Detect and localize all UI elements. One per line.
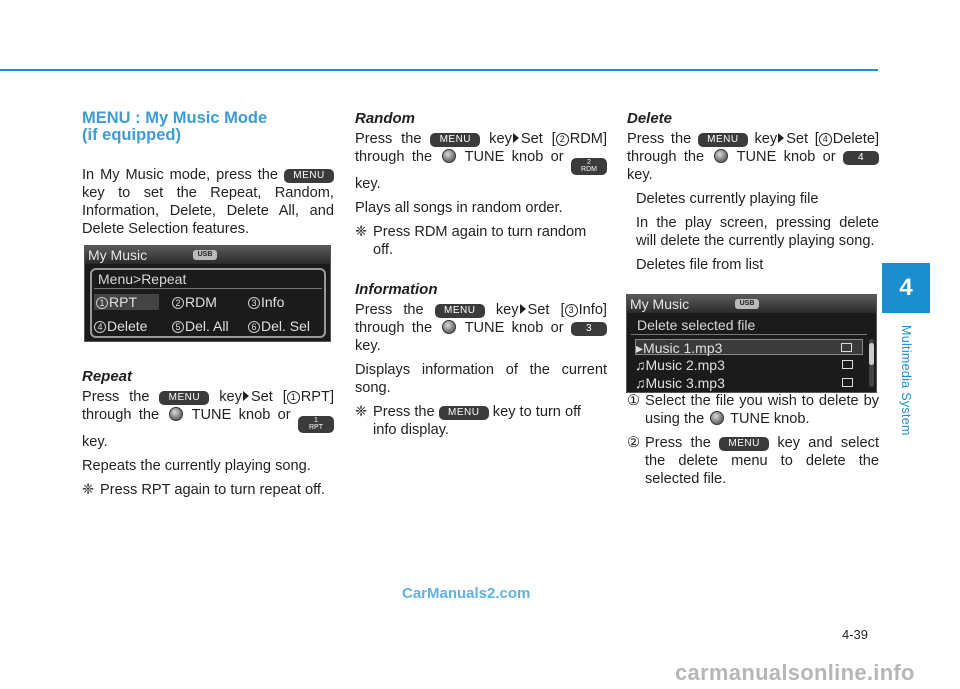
option-rdm: 2 RDM bbox=[172, 294, 217, 310]
note-mark-icon: ❈ bbox=[82, 481, 95, 498]
arrow-right-icon bbox=[778, 133, 784, 143]
intro-paragraph: In My Music mode, press the MENU key to set the Repeat, Random, Information, Delete, Delete All, and Delete Selection features. bbox=[82, 167, 334, 237]
option-rpt: 1 RPT bbox=[94, 294, 159, 310]
deletes-playing-heading: Deletes currently playing file bbox=[636, 191, 819, 207]
repeat-description: Repeats the currently playing song. bbox=[82, 457, 311, 474]
step-2: ② Press the MENU key and select the delete menu to delete the selected file. bbox=[627, 435, 880, 487]
menu-key-icon: MENU bbox=[435, 304, 485, 318]
number-3-icon: 3 bbox=[565, 304, 578, 317]
random-description: Plays all songs in random order. bbox=[355, 199, 563, 216]
scrollbar bbox=[869, 339, 874, 387]
arrow-right-icon bbox=[513, 133, 519, 143]
column-2 bbox=[355, 110, 607, 439]
checkbox-icon bbox=[842, 360, 853, 369]
usb-badge: USB bbox=[193, 250, 217, 260]
rpt-key-icon: 1 RPT bbox=[298, 416, 334, 433]
screen-title: My Music bbox=[630, 296, 690, 312]
tune-knob-icon bbox=[442, 320, 456, 334]
repeat-title: Repeat bbox=[82, 368, 133, 385]
file-row: ▸Music 1.mp3 bbox=[635, 339, 863, 355]
option-del-all: 5 Del. All bbox=[172, 318, 229, 334]
chapter-side-label: Multimedia System bbox=[899, 324, 913, 436]
menu-key-icon: MENU bbox=[439, 406, 489, 420]
screen-title: My Music bbox=[88, 247, 148, 263]
repeat-note: ❈ Press RPT again to turn repeat off. bbox=[82, 481, 325, 498]
random-note: ❈ Press RDM again to turn random off. bbox=[355, 223, 587, 258]
menu-heading: Menu>Repeat bbox=[98, 271, 187, 287]
number-4-icon: 4 bbox=[819, 133, 832, 146]
delete-title: Delete bbox=[627, 110, 673, 127]
info-key-icon: 3 bbox=[571, 322, 607, 336]
information-instructions: Press the MENU key Set [ 3 Info] through the TUNE knob or 3 key. bbox=[355, 301, 607, 354]
menu-box bbox=[90, 268, 326, 338]
menu-key-icon: MENU bbox=[159, 391, 209, 405]
information-description: Displays information of the current song. bbox=[355, 361, 607, 396]
tune-knob-icon bbox=[710, 411, 724, 425]
option-del-sel: 6 Del. Sel bbox=[248, 318, 310, 334]
top-rule bbox=[0, 69, 878, 71]
step-1-number: ① bbox=[627, 393, 641, 409]
note-mark-icon: ❈ bbox=[355, 403, 368, 420]
number-1-icon: 1 bbox=[287, 391, 300, 404]
checkbox-icon bbox=[842, 378, 853, 387]
information-title: Information bbox=[355, 280, 438, 298]
section-title: MENU : My Music Mode (if equipped) bbox=[82, 109, 268, 144]
rdm-key-icon: 2 RDM bbox=[571, 158, 607, 175]
tune-knob-icon bbox=[714, 149, 728, 163]
menu-key-icon: MENU bbox=[698, 133, 748, 147]
menu-key-icon: MENU bbox=[284, 169, 334, 183]
option-delete: 4 Delete bbox=[94, 318, 147, 334]
information-note: ❈ Press the MENU key to turn off info display. bbox=[355, 403, 581, 438]
delete-selected-screen bbox=[626, 294, 877, 393]
repeat-instructions: Press the MENU key Set [ 1 RPT] through the TUNE knob or 1 RPT key. bbox=[82, 389, 335, 450]
tune-knob-icon bbox=[169, 407, 183, 421]
arrow-right-icon bbox=[520, 304, 526, 314]
note-mark-icon: ❈ bbox=[355, 223, 368, 240]
usb-badge: USB bbox=[735, 299, 759, 309]
delete-heading: Delete selected file bbox=[637, 317, 756, 333]
footer-site: carmanualsonline.info bbox=[675, 660, 915, 685]
step-2-number: ② bbox=[627, 435, 641, 451]
arrow-right-icon bbox=[243, 391, 249, 401]
checkbox-icon bbox=[841, 343, 852, 352]
menu-repeat-screen bbox=[84, 245, 331, 342]
delete-key-icon: 4 bbox=[843, 151, 879, 165]
file-row: ♫Music 2.mp3 bbox=[635, 357, 863, 373]
screen-header bbox=[85, 246, 330, 264]
deletes-list-heading: Deletes file from list bbox=[636, 257, 764, 273]
random-title: Random bbox=[355, 110, 415, 127]
file-row: ♫Music 3.mp3 bbox=[635, 375, 863, 391]
delete-instructions: Press the MENU key Set [ 4 Delete] through the TUNE knob or 4 key. bbox=[627, 131, 880, 183]
page-number: 4-39 bbox=[842, 627, 869, 642]
random-instructions: Press the MENU key Set [ 2 RDM] through the TUNE knob or 2 RDM key. bbox=[355, 131, 607, 192]
number-2-icon: 2 bbox=[556, 133, 569, 146]
deletes-playing-description: In the play screen, pressing delete will delete the currently playing song. bbox=[636, 215, 879, 249]
tune-knob-icon bbox=[442, 149, 456, 163]
option-info: 3 Info bbox=[248, 294, 284, 310]
menu-key-icon: MENU bbox=[719, 437, 769, 451]
watermark: CarManuals2.com bbox=[402, 585, 531, 602]
chapter-tab: 4 bbox=[882, 263, 930, 313]
menu-key-icon: MENU bbox=[430, 133, 480, 147]
screen-header bbox=[627, 295, 876, 313]
step-1: ① Select the file you wish to delete by using the TUNE knob. bbox=[627, 393, 879, 427]
